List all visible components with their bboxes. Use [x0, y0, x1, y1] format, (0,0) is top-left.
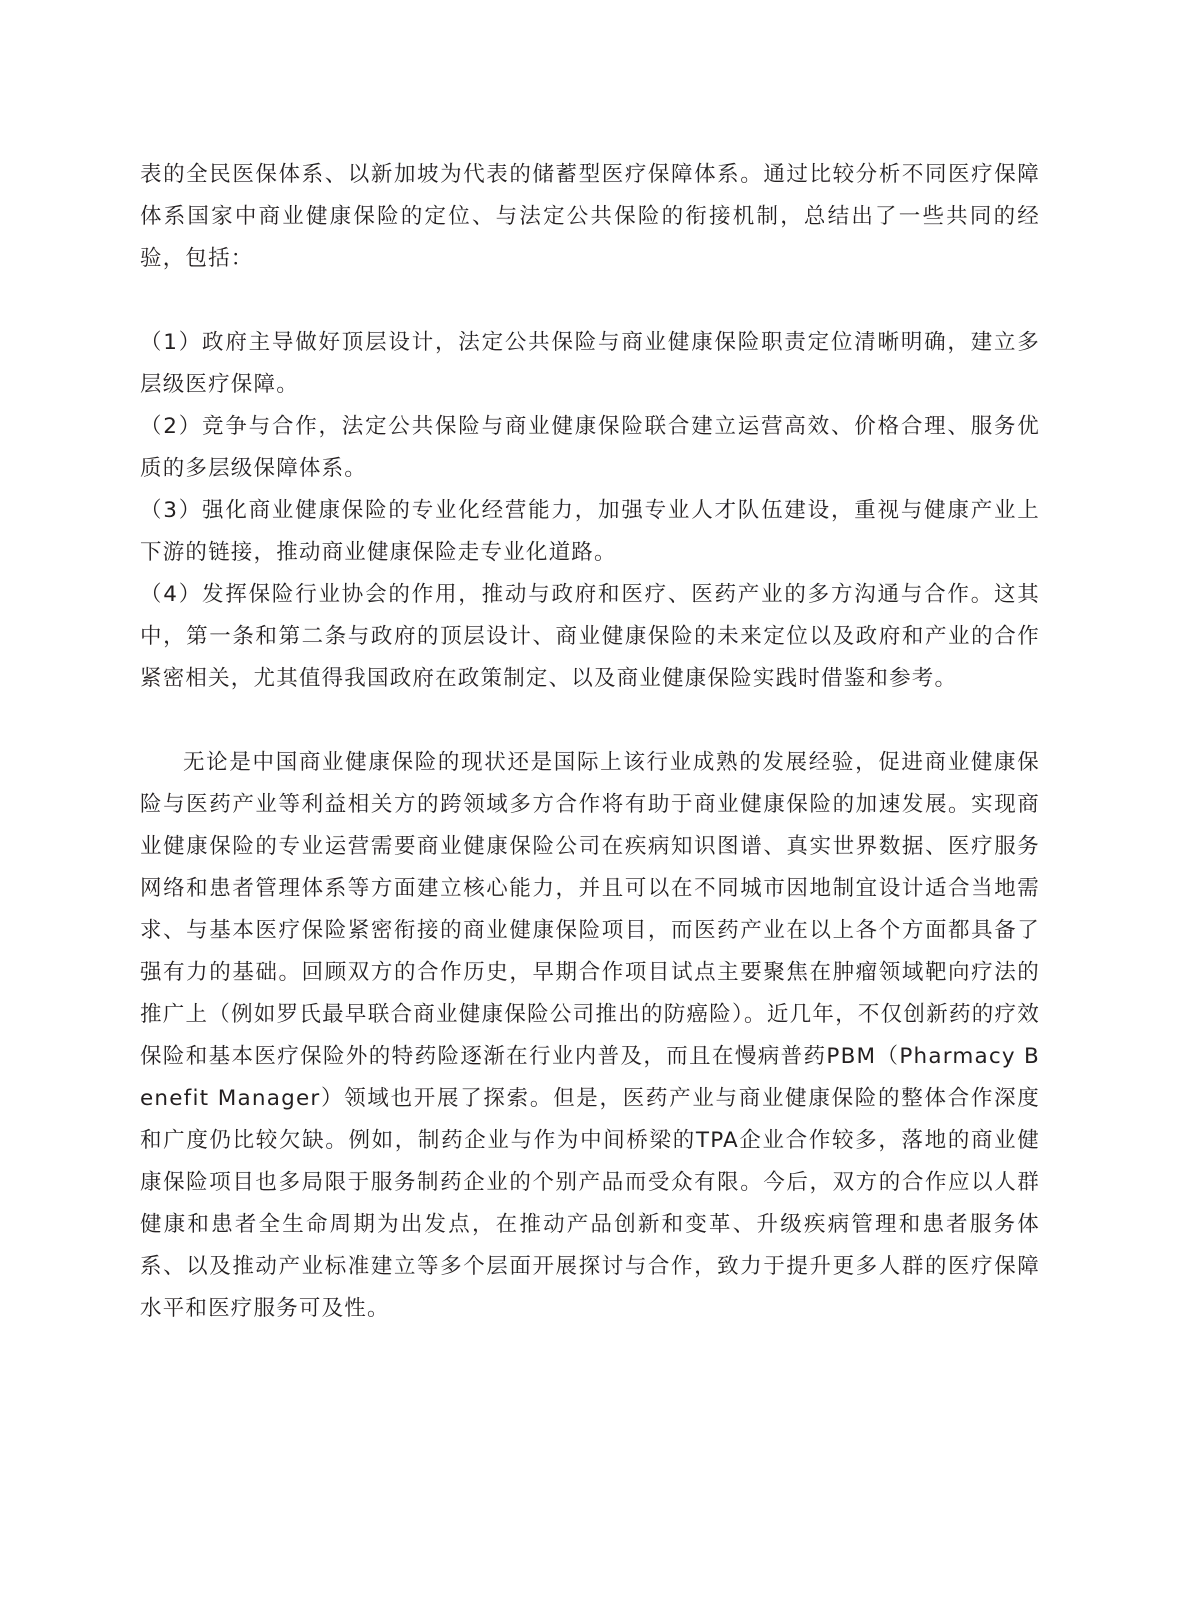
list-item: （1）政府主导做好顶层设计，法定公共保险与商业健康保险职责定位清晰明确，建立多层级医疗保障。: [140, 330, 1040, 397]
intro-paragraph: 表的全民医保体系、以新加坡为代表的储蓄型医疗保障体系。通过比较分析不同医疗保障体系国家中商业健康保险的定位、与法定公共保险的衔接机制，总结出了一些共同的经验，包括：: [140, 162, 1040, 271]
list-item: （3）强化商业健康保险的专业化经营能力，加强专业人才队伍建设，重视与健康产业上下游的链接，推动商业健康保险走专业化道路。: [140, 498, 1040, 565]
list-item: （4）发挥保险行业协会的作用，推动与政府和医疗、医药产业的多方沟通与合作。这其中，第一条和第二条与政府的顶层设计、商业健康保险的未来定位以及政府和产业的合作紧密相关，尤其值得我国政府在政策制定、以及商业健康保险实践时借鉴和参考。: [140, 582, 1040, 691]
body-paragraph: 无论是中国商业健康保险的现状还是国际上该行业成熟的发展经验，促进商业健康保险与医药产业等利益相关方的跨领域多方合作将有助于商业健康保险的加速发展。实现商业健康保险的专业运营需要商业健康保险公司在疾病知识图谱、真实世界数据、医疗服务网络和患者管理体系等方面建立核心能力，并且可以在不同城市因地制宜设计适合当地需求、与基本医疗保险紧密衔接的商业健康保险项目，而医药产业在以上各个方面都具备了强有力的基础。回顾双方的合作历史，早期合作项目试点主要聚焦在肿瘤领域靶向疗法的推广上（例如罗氏最早联合商业健康保险公司推出的防癌险）。近几年，不仅创新药的疗效保险和基本医疗保险外的特药险逐渐在行业内普及，而且在慢病普药PBM（Pharmacy Benefit Manager）领域也开展了探索。但是，医药产业与商业健康保险的整体合作深度和广度仍比较欠缺。例如，制药企业与作为中间桥梁的TPA企业合作较多，落地的商业健康保险项目也多局限于服务制药企业的个别产品而受众有限。今后，双方的合作应以人群健康和患者全生命周期为出发点，在推动产品创新和变革、升级疾病管理和患者服务体系、以及推动产业标准建立等多个层面开展探讨与合作，致力于提升更多人群的医疗保障水平和医疗服务可及性。: [140, 750, 1040, 1321]
experience-list: [140, 322, 1040, 700]
document-page: [140, 154, 1040, 1330]
list-item: （2）竞争与合作，法定公共保险与商业健康保险联合建立运营高效、价格合理、服务优质的多层级保障体系。: [140, 414, 1040, 481]
